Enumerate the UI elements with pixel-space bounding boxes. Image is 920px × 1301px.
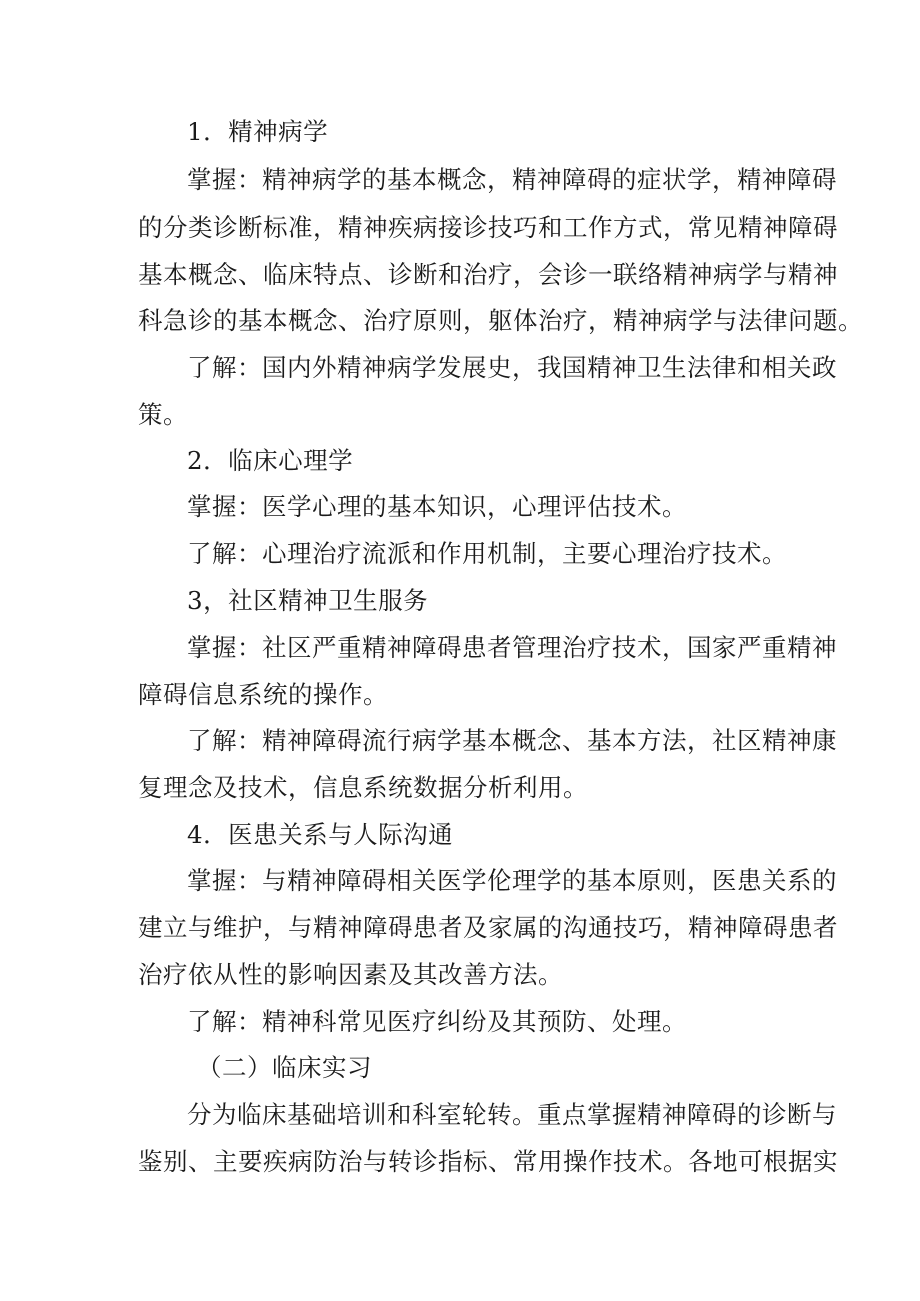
paragraph-line: 障碍信息系统的操作。: [138, 680, 388, 709]
paragraph-line: 治疗依从性的影响因素及其改善方法。: [138, 960, 563, 989]
paragraph-line: 的 分 类 诊 断 标 准 ， 精 神 疾 病 接 诊 技 巧 和 工 作 方 式 ， 常 见 精 神 障 碍: [138, 213, 838, 242]
paragraph-line: 掌握：医学心理的基本知识，心理评估技术。: [187, 492, 687, 521]
paragraph-line: 了解：心理治疗流派和作用机制，主要心理治疗技术。: [187, 539, 787, 568]
paragraph-line: 基 本 概 念 、 临 床 特 点 、 诊 断 和 治 疗 ， 会 诊 一 联 络 精 神 病 学 与 精 神: [138, 260, 838, 289]
paragraph-line: 分为临床基础培训和科室轮转。重点掌握精神障碍的诊断与: [187, 1100, 837, 1129]
heading-psychiatry: 1．精神病学: [187, 117, 329, 146]
paragraph-line: 鉴 别 、 主 要 疾 病 防 治 与 转 诊 指 标 、 常 用 操 作 技 术 。 各 地 可 根 据 实: [138, 1147, 838, 1176]
paragraph-line: 了解：精神科常见医疗纠纷及其预防、处理。: [187, 1007, 687, 1036]
paragraph-line: 了解：精神障碍流行病学基本概念、基本方法，社区精神康: [187, 726, 837, 755]
paragraph-line: 复理念及技术，信息系统数据分析利用。: [138, 773, 588, 802]
heading-clinical-internship: （二）临床实习: [197, 1053, 372, 1082]
paragraph-line: 掌握：与精神障碍相关医学伦理学的基本原则，医患关系的: [187, 866, 837, 895]
heading-community-mental-health: 3，社区精神卫生服务: [187, 586, 429, 615]
paragraph-line: 科急诊的基本概念、治疗原则，躯体治疗，精神病学与法律问题。: [138, 306, 863, 335]
paragraph-line: 策。: [138, 400, 188, 429]
paragraph-line: 了解：国内外精神病学发展史，我国精神卫生法律和相关政: [187, 353, 837, 382]
paragraph-line: 建 立 与 维 护 ， 与 精 神 障 碍 患 者 及 家 属 的 沟 通 技 巧 ， 精 神 障 碍 患 者: [138, 913, 838, 942]
paragraph-line: 掌握：社区严重精神障碍患者管理治疗技术，国家严重精神: [187, 633, 837, 662]
paragraph-line: 掌握：精神病学的基本概念，精神障碍的症状学，精神障碍: [187, 165, 837, 194]
heading-doctor-patient-relations: 4．医患关系与人际沟通: [187, 820, 454, 849]
heading-clinical-psychology: 2．临床心理学: [187, 446, 354, 475]
